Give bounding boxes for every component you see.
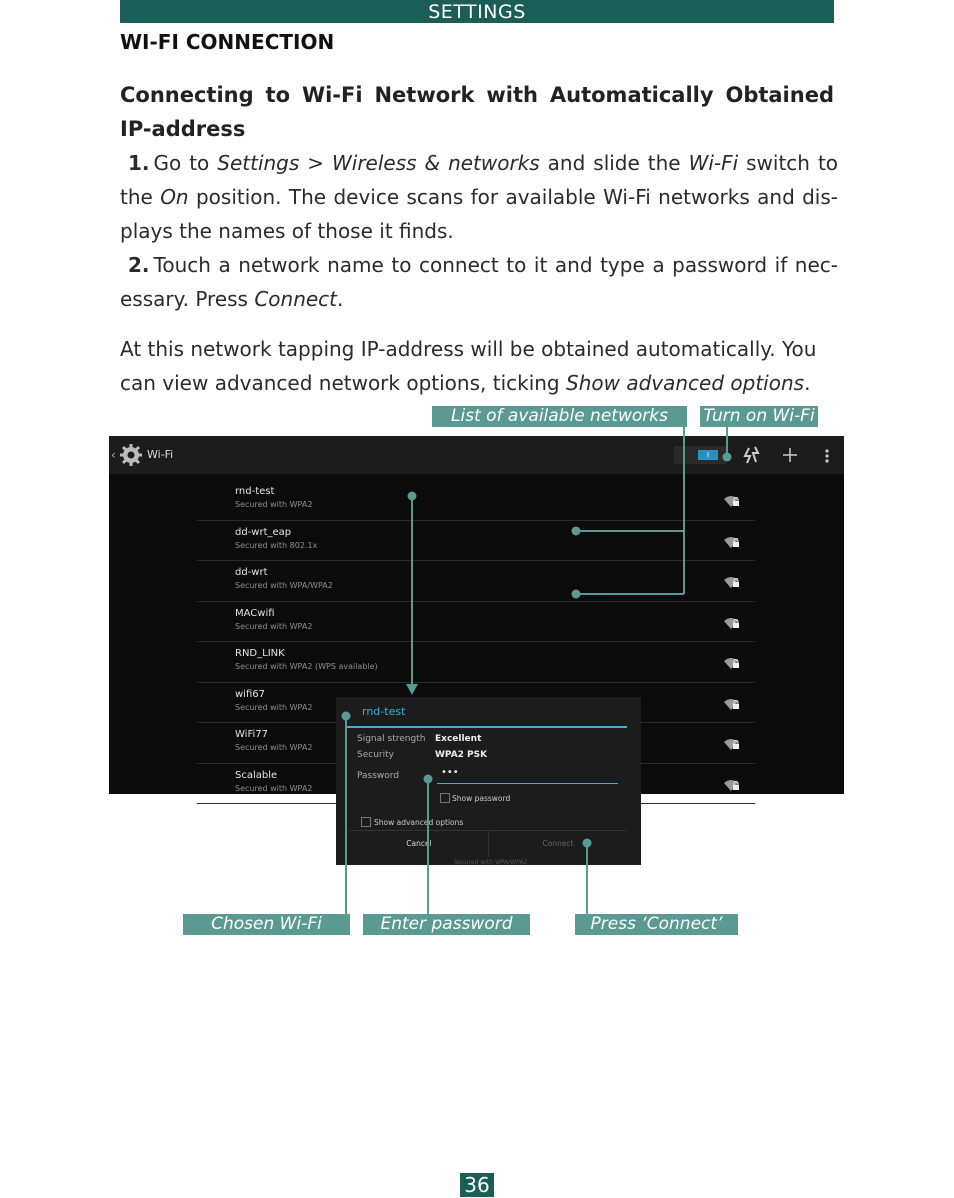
network-name: wifi67	[235, 688, 265, 700]
callout-dot	[583, 839, 592, 848]
network-security: Secured with WPA/WPA2	[235, 581, 333, 590]
password-value: •••	[441, 767, 459, 778]
show-advanced-label: Show advanced options	[374, 818, 464, 827]
dialog-footer-hint: Secured with WPA/WPA2	[454, 859, 528, 866]
wifi-toggle-knob: I	[698, 450, 718, 460]
callout-press-connect: Press ‘Connect’	[575, 914, 738, 935]
screen-title: Wi-Fi	[147, 448, 174, 461]
network-name: rnd-test	[235, 486, 275, 497]
callout-dot	[723, 453, 732, 462]
network-name: Scalable	[235, 769, 278, 781]
network-security: Secured with WPA2	[235, 702, 313, 712]
network-security: Secured with WPA2	[235, 500, 313, 509]
security-label: Security	[357, 750, 394, 760]
callout-network-list: List of available networks	[432, 406, 687, 427]
network-security: Secured with WPA2 (WPS available)	[235, 662, 378, 671]
callout-dot	[424, 775, 433, 784]
page-number: 36	[460, 1173, 494, 1197]
header-bar: SETTINGS	[120, 0, 834, 23]
network-security: Secured with WPA2	[235, 783, 313, 793]
callout-dot	[408, 492, 417, 501]
connect-button[interactable]: Connect	[488, 830, 627, 857]
step-emphasis: Wi-Fi	[688, 151, 739, 175]
step-text: Touch a network name to connect to it and type a password if nec-essary. Press	[120, 253, 838, 311]
cancel-button[interactable]: Cancel	[350, 830, 488, 857]
network-name: dd-wrt_eap	[235, 526, 292, 538]
callout-chosen-wifi: Chosen Wi-Fi	[183, 914, 350, 935]
network-security: Secured with WPA2	[235, 743, 313, 752]
step-text: switch to the	[120, 151, 839, 209]
step-emphasis: Settings	[217, 151, 300, 175]
security-value: WPA2 PSK	[435, 750, 488, 760]
step-2-number: 2.	[128, 253, 150, 277]
section-title: WI-FI CONNECTION	[120, 30, 335, 54]
step-text: >	[299, 151, 332, 175]
show-password-label: Show password	[452, 794, 511, 803]
svg-text:‹: ‹	[111, 448, 116, 462]
network-security: Secured with 802.1x	[235, 540, 318, 550]
step-emphasis: Wireless & networks	[331, 151, 540, 175]
signal-strength-label: Signal strength	[357, 734, 426, 744]
step-emphasis: Connect	[254, 287, 338, 311]
note-text: .	[804, 371, 811, 395]
note-text: At this network tapping IP-address will be obtained automatically. You can view advanced network options, ticking	[120, 337, 817, 395]
step-text: Go to	[153, 151, 218, 175]
note-emphasis: Show advanced options	[566, 371, 805, 395]
step-text: .	[337, 287, 344, 311]
network-name: RND_LINK	[235, 648, 285, 659]
subsection-title: Connecting to Wi-Fi Network with Automatically Obtained IP-address	[120, 83, 834, 141]
network-name: MACwifi	[235, 607, 275, 619]
step-text: position. The device scans for available Wi-Fi networks and dis-plays the names of those it finds.	[120, 185, 839, 243]
signal-strength-value: Excellent	[435, 734, 482, 744]
callout-arrowhead	[406, 684, 418, 695]
callout-dot	[572, 527, 581, 536]
callout-enter-password: Enter password	[363, 914, 530, 935]
step-text: and slide the	[539, 151, 689, 175]
step-1-number: 1.	[128, 151, 150, 175]
callout-dot	[572, 590, 581, 599]
callout-turn-on-wifi: Turn on Wi-Fi	[700, 406, 818, 427]
callout-dot	[342, 712, 351, 721]
network-name: dd-wrt	[235, 567, 268, 578]
network-name: WiFi77	[235, 729, 268, 740]
network-security: Secured with WPA2	[235, 621, 313, 631]
step-emphasis: On	[160, 185, 189, 209]
password-label: Password	[357, 771, 400, 781]
dialog-title: rnd-test	[362, 705, 406, 718]
